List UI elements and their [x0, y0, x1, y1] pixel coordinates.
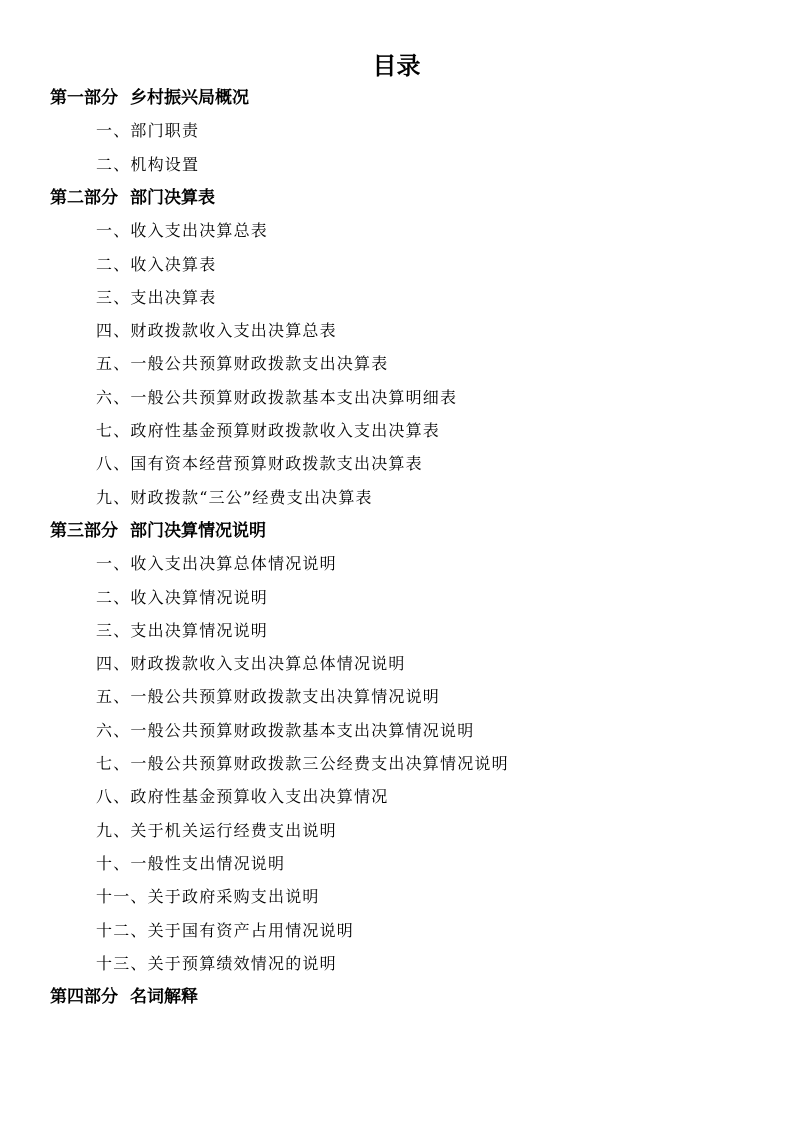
section-title: 部门决算情况说明 — [130, 520, 266, 541]
page-title: 目录 — [372, 52, 421, 80]
section-title: 乡村振兴局概况 — [130, 88, 249, 108]
toc-item: 九、财政拨款“三公”经费支出决算表 — [96, 487, 373, 507]
toc-item: 三、支出决算情况说明 — [96, 620, 269, 640]
toc-item: 一、部门职责 — [96, 121, 200, 141]
section-number: 第一部分 — [50, 88, 118, 108]
section-number: 第二部分 — [50, 187, 118, 208]
section-title: 名词解释 — [130, 987, 198, 1008]
toc-item: 一、收入支出决算总表 — [96, 221, 269, 241]
toc-item: 四、财政拨款收入支出决算总体情况说明 — [96, 654, 406, 674]
toc-item: 十、一般性支出情况说明 — [96, 853, 286, 873]
toc-item: 七、政府性基金预算财政拨款收入支出决算表 — [96, 421, 441, 440]
toc-item: 八、政府性基金预算收入支出决算情况 — [96, 787, 389, 807]
toc-item: 十三、关于预算绩效情况的说明 — [96, 953, 337, 973]
toc-section-heading — [50, 86, 249, 110]
toc-item: 十一、关于政府采购支出说明 — [96, 887, 320, 907]
toc-section-heading — [50, 186, 215, 210]
toc-section-heading — [50, 985, 198, 1009]
toc-item: 三、支出决算表 — [96, 287, 217, 307]
toc-item: 六、一般公共预算财政拨款基本支出决算明细表 — [96, 387, 458, 407]
toc-section-heading — [50, 519, 266, 543]
toc-item: 六、一般公共预算财政拨款基本支出决算情况说明 — [96, 720, 475, 740]
toc-item: 九、关于机关运行经费支出说明 — [96, 820, 337, 840]
toc-item: 五、一般公共预算财政拨款支出决算表 — [96, 354, 389, 374]
toc-item: 二、收入决算表 — [96, 254, 217, 274]
toc-item: 二、收入决算情况说明 — [96, 587, 269, 607]
toc-item: 十二、关于国有资产占用情况说明 — [96, 920, 355, 940]
toc-item: 七、一般公共预算财政拨款三公经费支出决算情况说明 — [96, 754, 509, 773]
toc-item: 八、国有资本经营预算财政拨款支出决算表 — [96, 454, 423, 474]
section-number: 第三部分 — [50, 520, 118, 541]
toc-item: 五、一般公共预算财政拨款支出决算情况说明 — [96, 687, 441, 707]
toc-item: 一、收入支出决算总体情况说明 — [96, 554, 337, 574]
toc-item: 二、机构设置 — [96, 154, 200, 174]
section-number: 第四部分 — [50, 987, 118, 1008]
section-title: 部门决算表 — [130, 187, 215, 208]
toc-item: 四、财政拨款收入支出决算总表 — [96, 321, 337, 341]
